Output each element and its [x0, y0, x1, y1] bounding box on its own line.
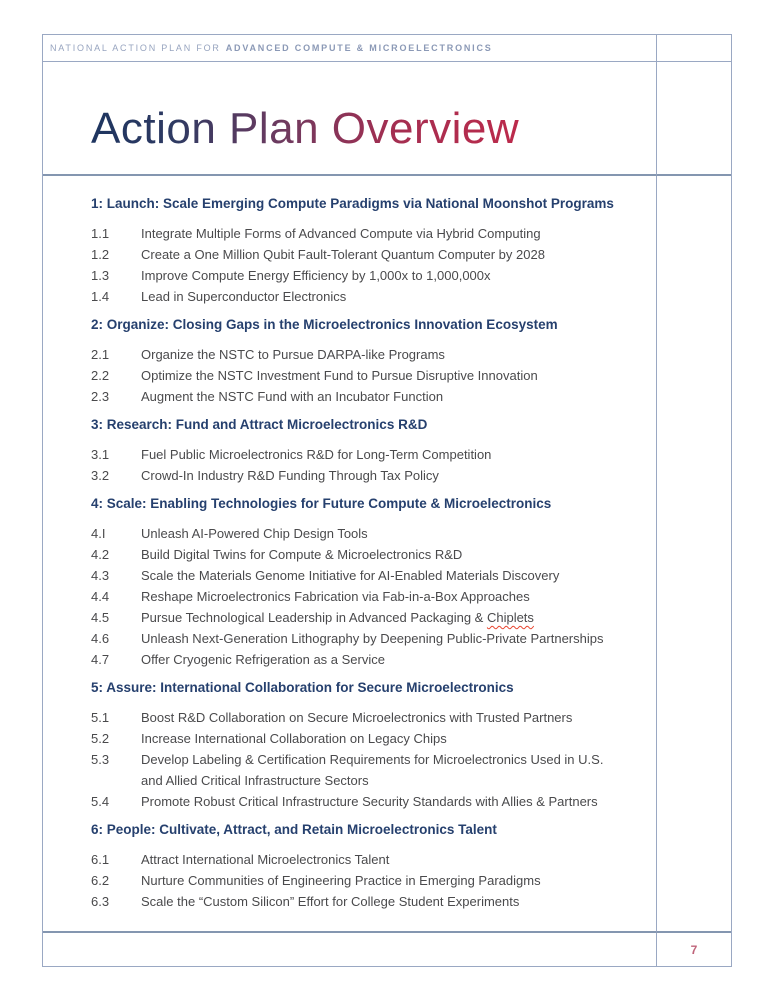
item-text	[141, 749, 638, 791]
toc-item	[91, 849, 638, 870]
section-heading: 4: Scale: Enabling Technologies for Future Compute & Microelectronics	[91, 496, 552, 511]
header-right-cell	[656, 35, 731, 62]
item-text-line-2: and Allied Critical Infrastructure Sectors	[141, 773, 369, 788]
item-text: Optimize the NSTC Investment Fund to Pursue Disruptive Innovation	[141, 368, 538, 383]
toc-item	[91, 870, 638, 891]
item-number: 1.1	[91, 226, 110, 241]
toc-item	[91, 749, 638, 791]
section-5	[91, 678, 638, 812]
item-number: 4.2	[91, 547, 110, 562]
item-text: Fuel Public Microelectronics R&D for Long-Term Competition	[141, 447, 492, 462]
toc-item	[91, 607, 638, 628]
toc-item	[91, 223, 638, 244]
title-block	[43, 62, 656, 176]
item-number: 1.4	[91, 289, 110, 304]
toc-item	[91, 707, 638, 728]
toc-content	[43, 176, 656, 933]
item-number: 4.4	[91, 589, 110, 604]
section-3	[91, 415, 638, 486]
item-text: Boost R&D Collaboration on Secure Microelectronics with Trusted Partners	[141, 710, 573, 725]
item-number: 3.1	[91, 447, 110, 462]
section-heading: 6: People: Cultivate, Attract, and Retain Microelectronics Talent	[91, 822, 497, 837]
section-heading: 2: Organize: Closing Gaps in the Microelectronics Innovation Ecosystem	[91, 317, 558, 332]
item-number: 5.2	[91, 731, 110, 746]
toc-item	[91, 728, 638, 749]
page-title: Action Plan Overview	[91, 104, 520, 153]
spellcheck-underlined-word: Chiplets	[486, 610, 534, 625]
item-text: Scale the Materials Genome Initiative for AI-Enabled Materials Discovery	[141, 568, 560, 583]
item-text: Promote Robust Critical Infrastructure Security Standards with Allies & Partners	[141, 794, 598, 809]
item-text: Create a One Million Qubit Fault-Tolerant Quantum Computer by 2028	[141, 247, 545, 262]
toc-item	[91, 628, 638, 649]
toc-item	[91, 523, 638, 544]
toc-item	[91, 465, 638, 486]
section-4	[91, 494, 638, 670]
item-text	[141, 607, 638, 628]
item-number: 2.3	[91, 389, 110, 404]
toc-item	[91, 444, 638, 465]
running-header-emphasis: ADVANCED COMPUTE & MICROELECTRONICS	[225, 43, 493, 53]
item-number: 4.5	[91, 610, 110, 625]
item-number: 2.2	[91, 368, 110, 383]
item-text: Scale the “Custom Silicon” Effort for College Student Experiments	[141, 894, 520, 909]
item-text: Reshape Microelectronics Fabrication via Fab-in-a-Box Approaches	[141, 589, 530, 604]
toc-item	[91, 586, 638, 607]
page-frame	[42, 34, 732, 967]
section-heading: 5: Assure: International Collaboration for Secure Microelectronics	[91, 680, 514, 695]
item-text: Attract International Microelectronics Talent	[141, 852, 390, 867]
item-number: 5.1	[91, 710, 110, 725]
item-text: Lead in Superconductor Electronics	[141, 289, 347, 304]
toc-item	[91, 649, 638, 670]
toc-item	[91, 386, 638, 407]
item-number: 4.7	[91, 652, 110, 667]
title-right-cell	[656, 62, 731, 176]
item-number: 4.3	[91, 568, 110, 583]
footer-right-cell	[656, 933, 731, 966]
toc-item	[91, 286, 638, 307]
item-number: 6.3	[91, 894, 110, 909]
section-6	[91, 820, 638, 912]
item-number: 6.1	[91, 852, 110, 867]
item-text-line-1: Develop Labeling & Certification Requirements for Microelectronics Used in U.S.	[141, 752, 604, 767]
item-number: 4.I	[91, 526, 106, 541]
item-text: Build Digital Twins for Compute & Microelectronics R&D	[141, 547, 463, 562]
item-text: Unleash AI-Powered Chip Design Tools	[141, 526, 368, 541]
item-number: 2.1	[91, 347, 110, 362]
toc-item	[91, 565, 638, 586]
toc-item	[91, 244, 638, 265]
toc-item	[91, 544, 638, 565]
item-text: Nurture Communities of Engineering Practice in Emerging Paradigms	[141, 873, 541, 888]
toc-item	[91, 891, 638, 912]
item-text: Crowd-In Industry R&D Funding Through Tax Policy	[141, 468, 439, 483]
item-text: Augment the NSTC Fund with an Incubator Function	[141, 389, 444, 404]
content-right-cell	[656, 176, 731, 933]
toc-item	[91, 265, 638, 286]
item-number: 5.4	[91, 794, 110, 809]
section-heading: 3: Research: Fund and Attract Microelectronics R&D	[91, 417, 428, 432]
item-number: 5.3	[91, 752, 110, 767]
section-1	[91, 194, 638, 307]
item-text-plain: Pursue Technological Leadership in Advanced Packaging &	[141, 610, 487, 625]
item-number: 4.6	[91, 631, 110, 646]
footer-left-cell	[43, 933, 656, 966]
item-text: Unleash Next-Generation Lithography by Deepening Public-Private Partnerships	[141, 631, 604, 646]
item-number: 1.3	[91, 268, 110, 283]
item-number: 1.2	[91, 247, 110, 262]
item-text: Improve Compute Energy Efficiency by 1,000x to 1,000,000x	[141, 268, 491, 283]
item-number: 6.2	[91, 873, 110, 888]
running-header	[43, 35, 656, 62]
running-header-prefix: NATIONAL ACTION PLAN FOR	[50, 43, 221, 53]
item-text: Organize the NSTC to Pursue DARPA-like Programs	[141, 347, 445, 362]
page-number: 7	[690, 942, 698, 957]
item-text: Integrate Multiple Forms of Advanced Compute via Hybrid Computing	[141, 226, 541, 241]
toc-item	[91, 365, 638, 386]
item-text: Increase International Collaboration on Legacy Chips	[141, 731, 447, 746]
section-heading: 1: Launch: Scale Emerging Compute Paradigms via National Moonshot Programs	[91, 196, 614, 211]
toc-item	[91, 791, 638, 812]
item-text: Offer Cryogenic Refrigeration as a Service	[141, 652, 385, 667]
item-number: 3.2	[91, 468, 110, 483]
section-2	[91, 315, 638, 407]
toc-item	[91, 344, 638, 365]
